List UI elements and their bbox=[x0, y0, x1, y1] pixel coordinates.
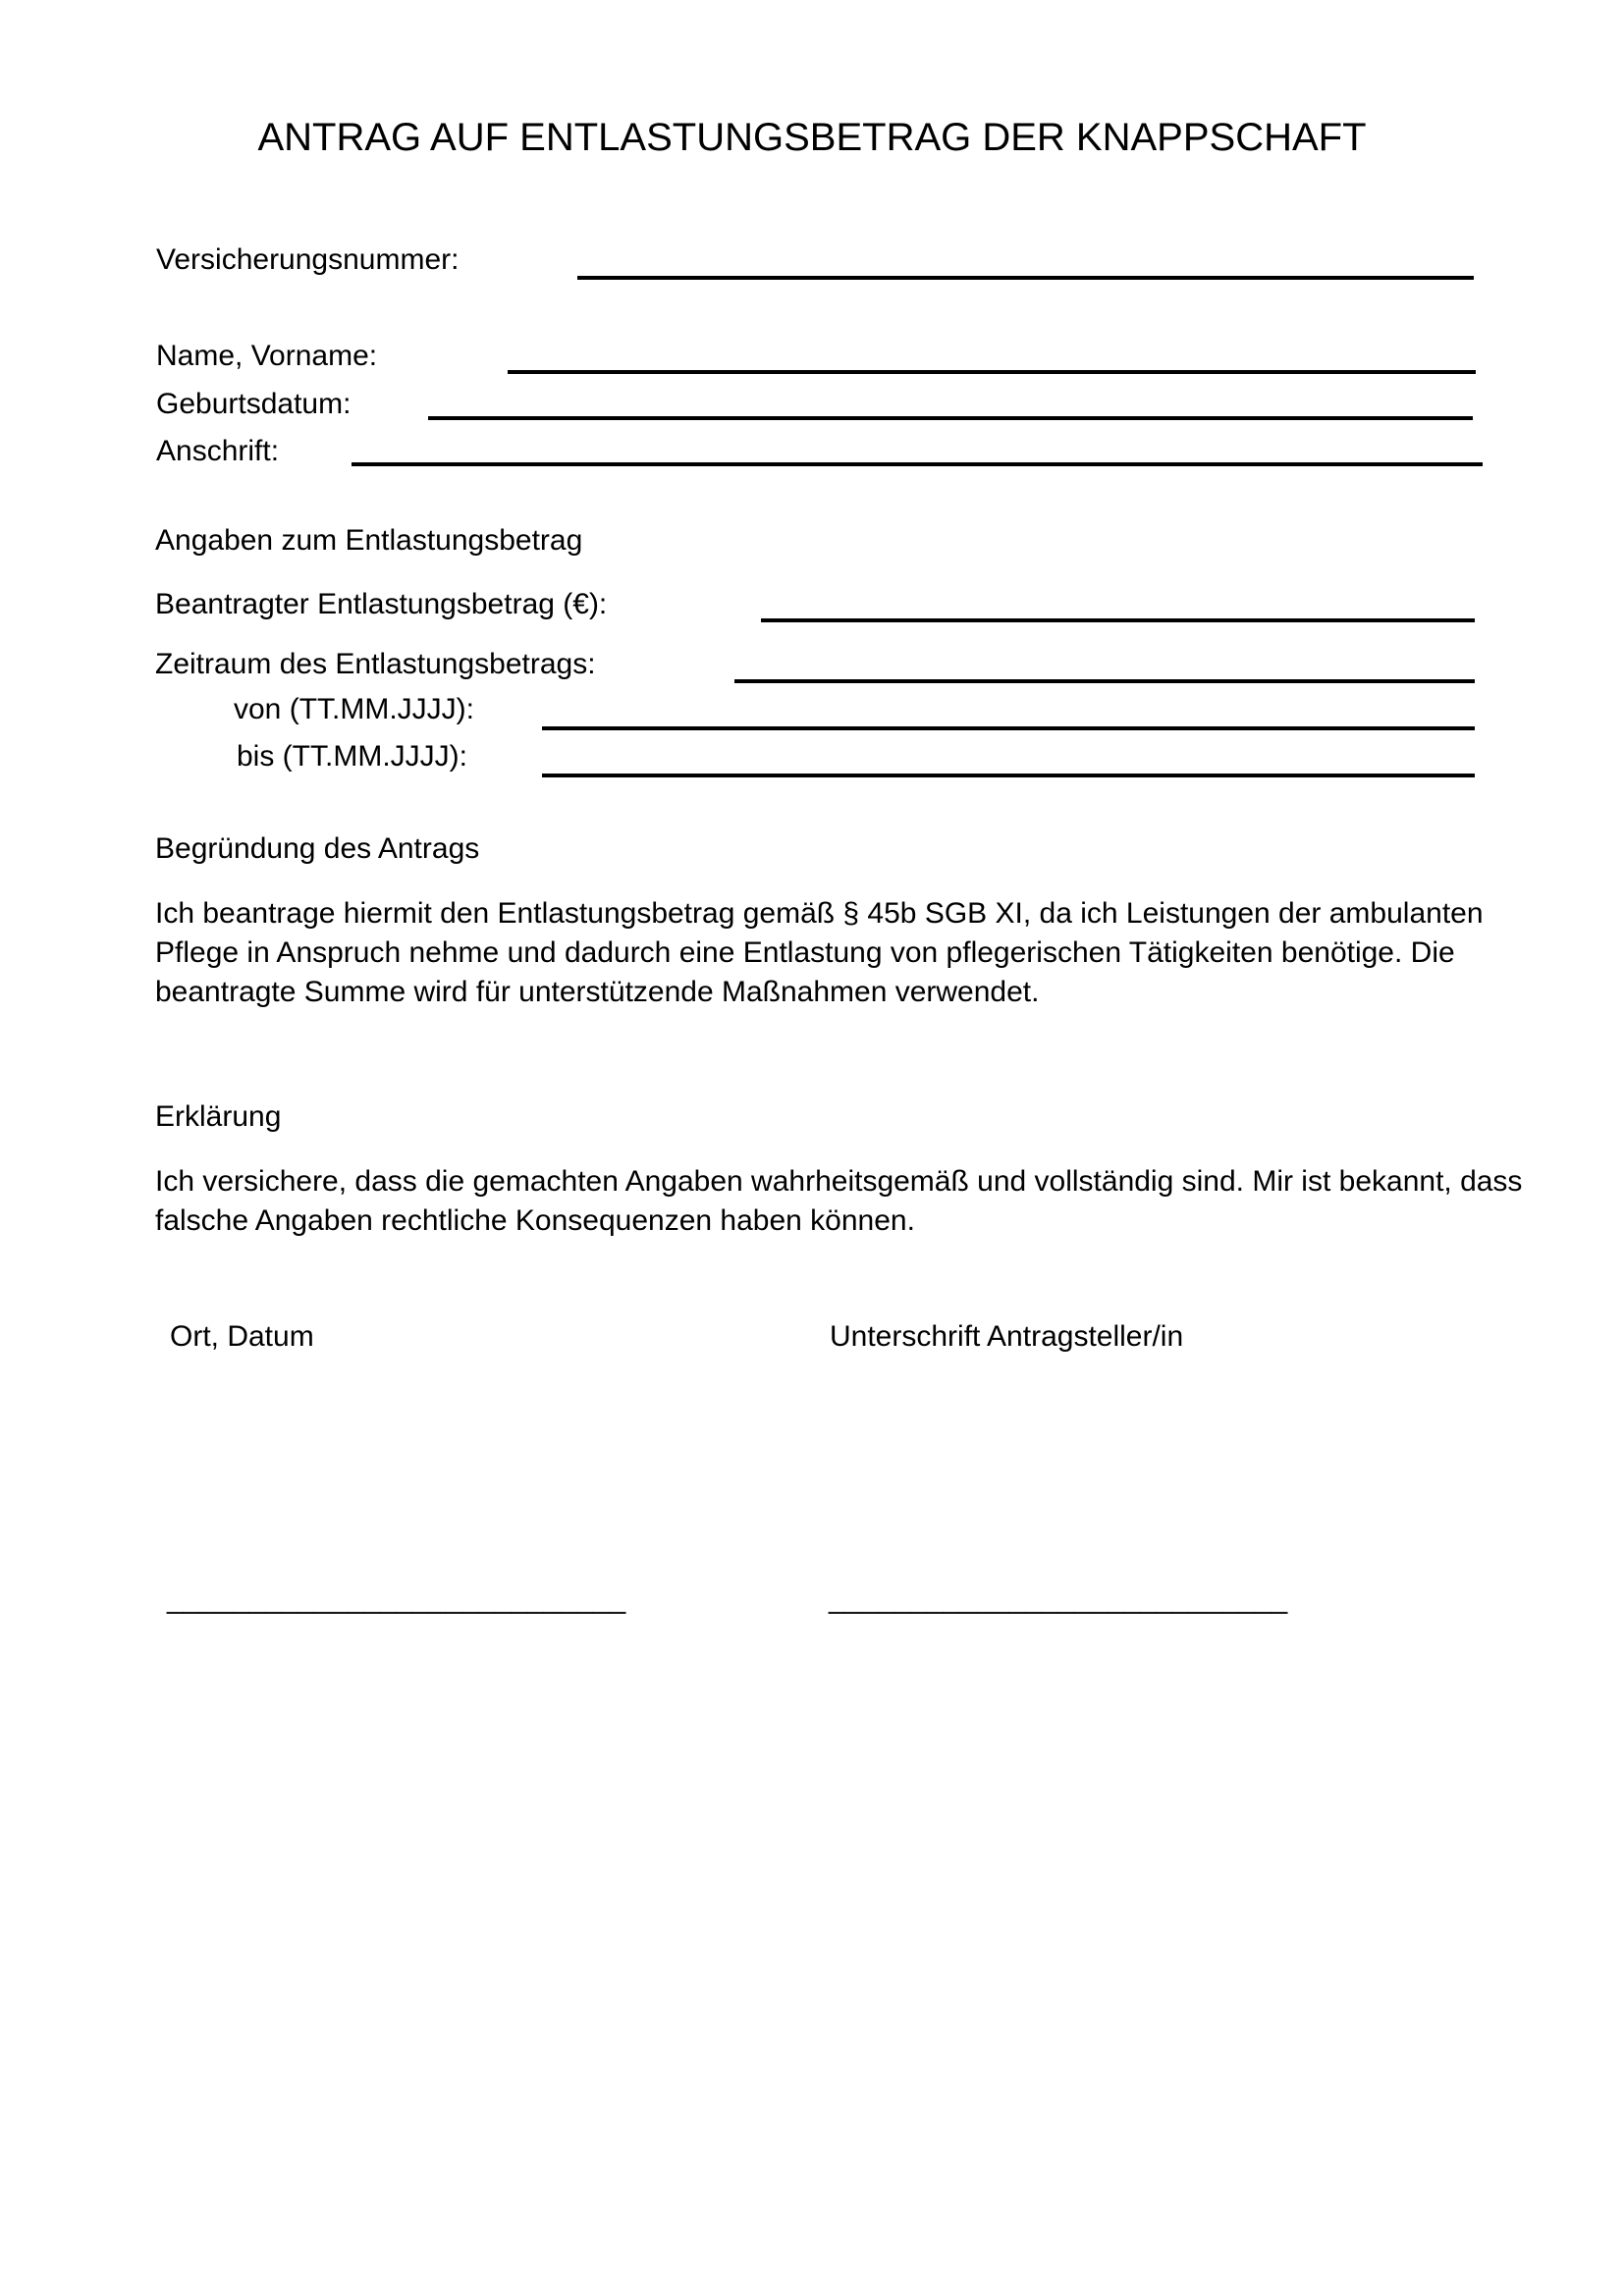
ort-datum-signature-line[interactable]: ____________________________ bbox=[167, 1582, 626, 1615]
unterschrift-label: Unterschrift Antragsteller/in bbox=[830, 1320, 1184, 1353]
begruendung-line-1: Ich beantrage hiermit den Entlastungsbetrag gemäß § 45b SGB XI, da ich Leistungen der ambulanten bbox=[155, 897, 1484, 930]
zeitraum-input-line[interactable] bbox=[734, 679, 1475, 683]
anschrift-input-line[interactable] bbox=[352, 462, 1483, 466]
section-heading-begruendung: Begründung des Antrags bbox=[155, 832, 480, 865]
versicherungsnummer-label: Versicherungsnummer: bbox=[156, 243, 460, 276]
von-input-line[interactable] bbox=[542, 726, 1475, 730]
begruendung-line-2: Pflege in Anspruch nehme und dadurch eine Entlastung von pflegerischen Tätigkeiten benötige. Die bbox=[155, 936, 1455, 969]
erklaerung-paragraph bbox=[155, 1162, 1522, 1241]
geburtsdatum-input-line[interactable] bbox=[428, 416, 1473, 420]
betrag-label: Beantragter Entlastungsbetrag (€): bbox=[155, 588, 608, 620]
anschrift-label: Anschrift: bbox=[156, 435, 280, 467]
bis-label: bis (TT.MM.JJJJ): bbox=[237, 740, 467, 773]
erklaerung-line-1: Ich versichere, dass die gemachten Angaben wahrheitsgemäß und vollständig sind. Mir ist bekannt, dass bbox=[155, 1165, 1523, 1198]
form-title: ANTRAG AUF ENTLASTUNGSBETRAG DER KNAPPSCHAFT bbox=[257, 116, 1367, 159]
name-vorname-input-line[interactable] bbox=[508, 370, 1476, 374]
section-heading-erklaerung: Erklärung bbox=[155, 1100, 282, 1133]
versicherungsnummer-input-line[interactable] bbox=[577, 276, 1474, 280]
name-vorname-label: Name, Vorname: bbox=[156, 340, 378, 372]
begruendung-paragraph bbox=[155, 894, 1484, 1012]
geburtsdatum-label: Geburtsdatum: bbox=[156, 388, 352, 420]
ort-datum-label: Ort, Datum bbox=[170, 1320, 314, 1353]
section-heading-angaben: Angaben zum Entlastungsbetrag bbox=[155, 524, 583, 557]
begruendung-line-3: beantragte Summe wird für unterstützende Maßnahmen verwendet. bbox=[155, 976, 1040, 1008]
bis-input-line[interactable] bbox=[542, 774, 1475, 777]
zeitraum-label: Zeitraum des Entlastungsbetrags: bbox=[155, 648, 596, 680]
betrag-input-line[interactable] bbox=[761, 618, 1475, 622]
erklaerung-line-2: falsche Angaben rechtliche Konsequenzen haben können. bbox=[155, 1204, 915, 1237]
von-label: von (TT.MM.JJJJ): bbox=[234, 693, 474, 725]
unterschrift-signature-line[interactable]: ____________________________ bbox=[829, 1582, 1288, 1615]
